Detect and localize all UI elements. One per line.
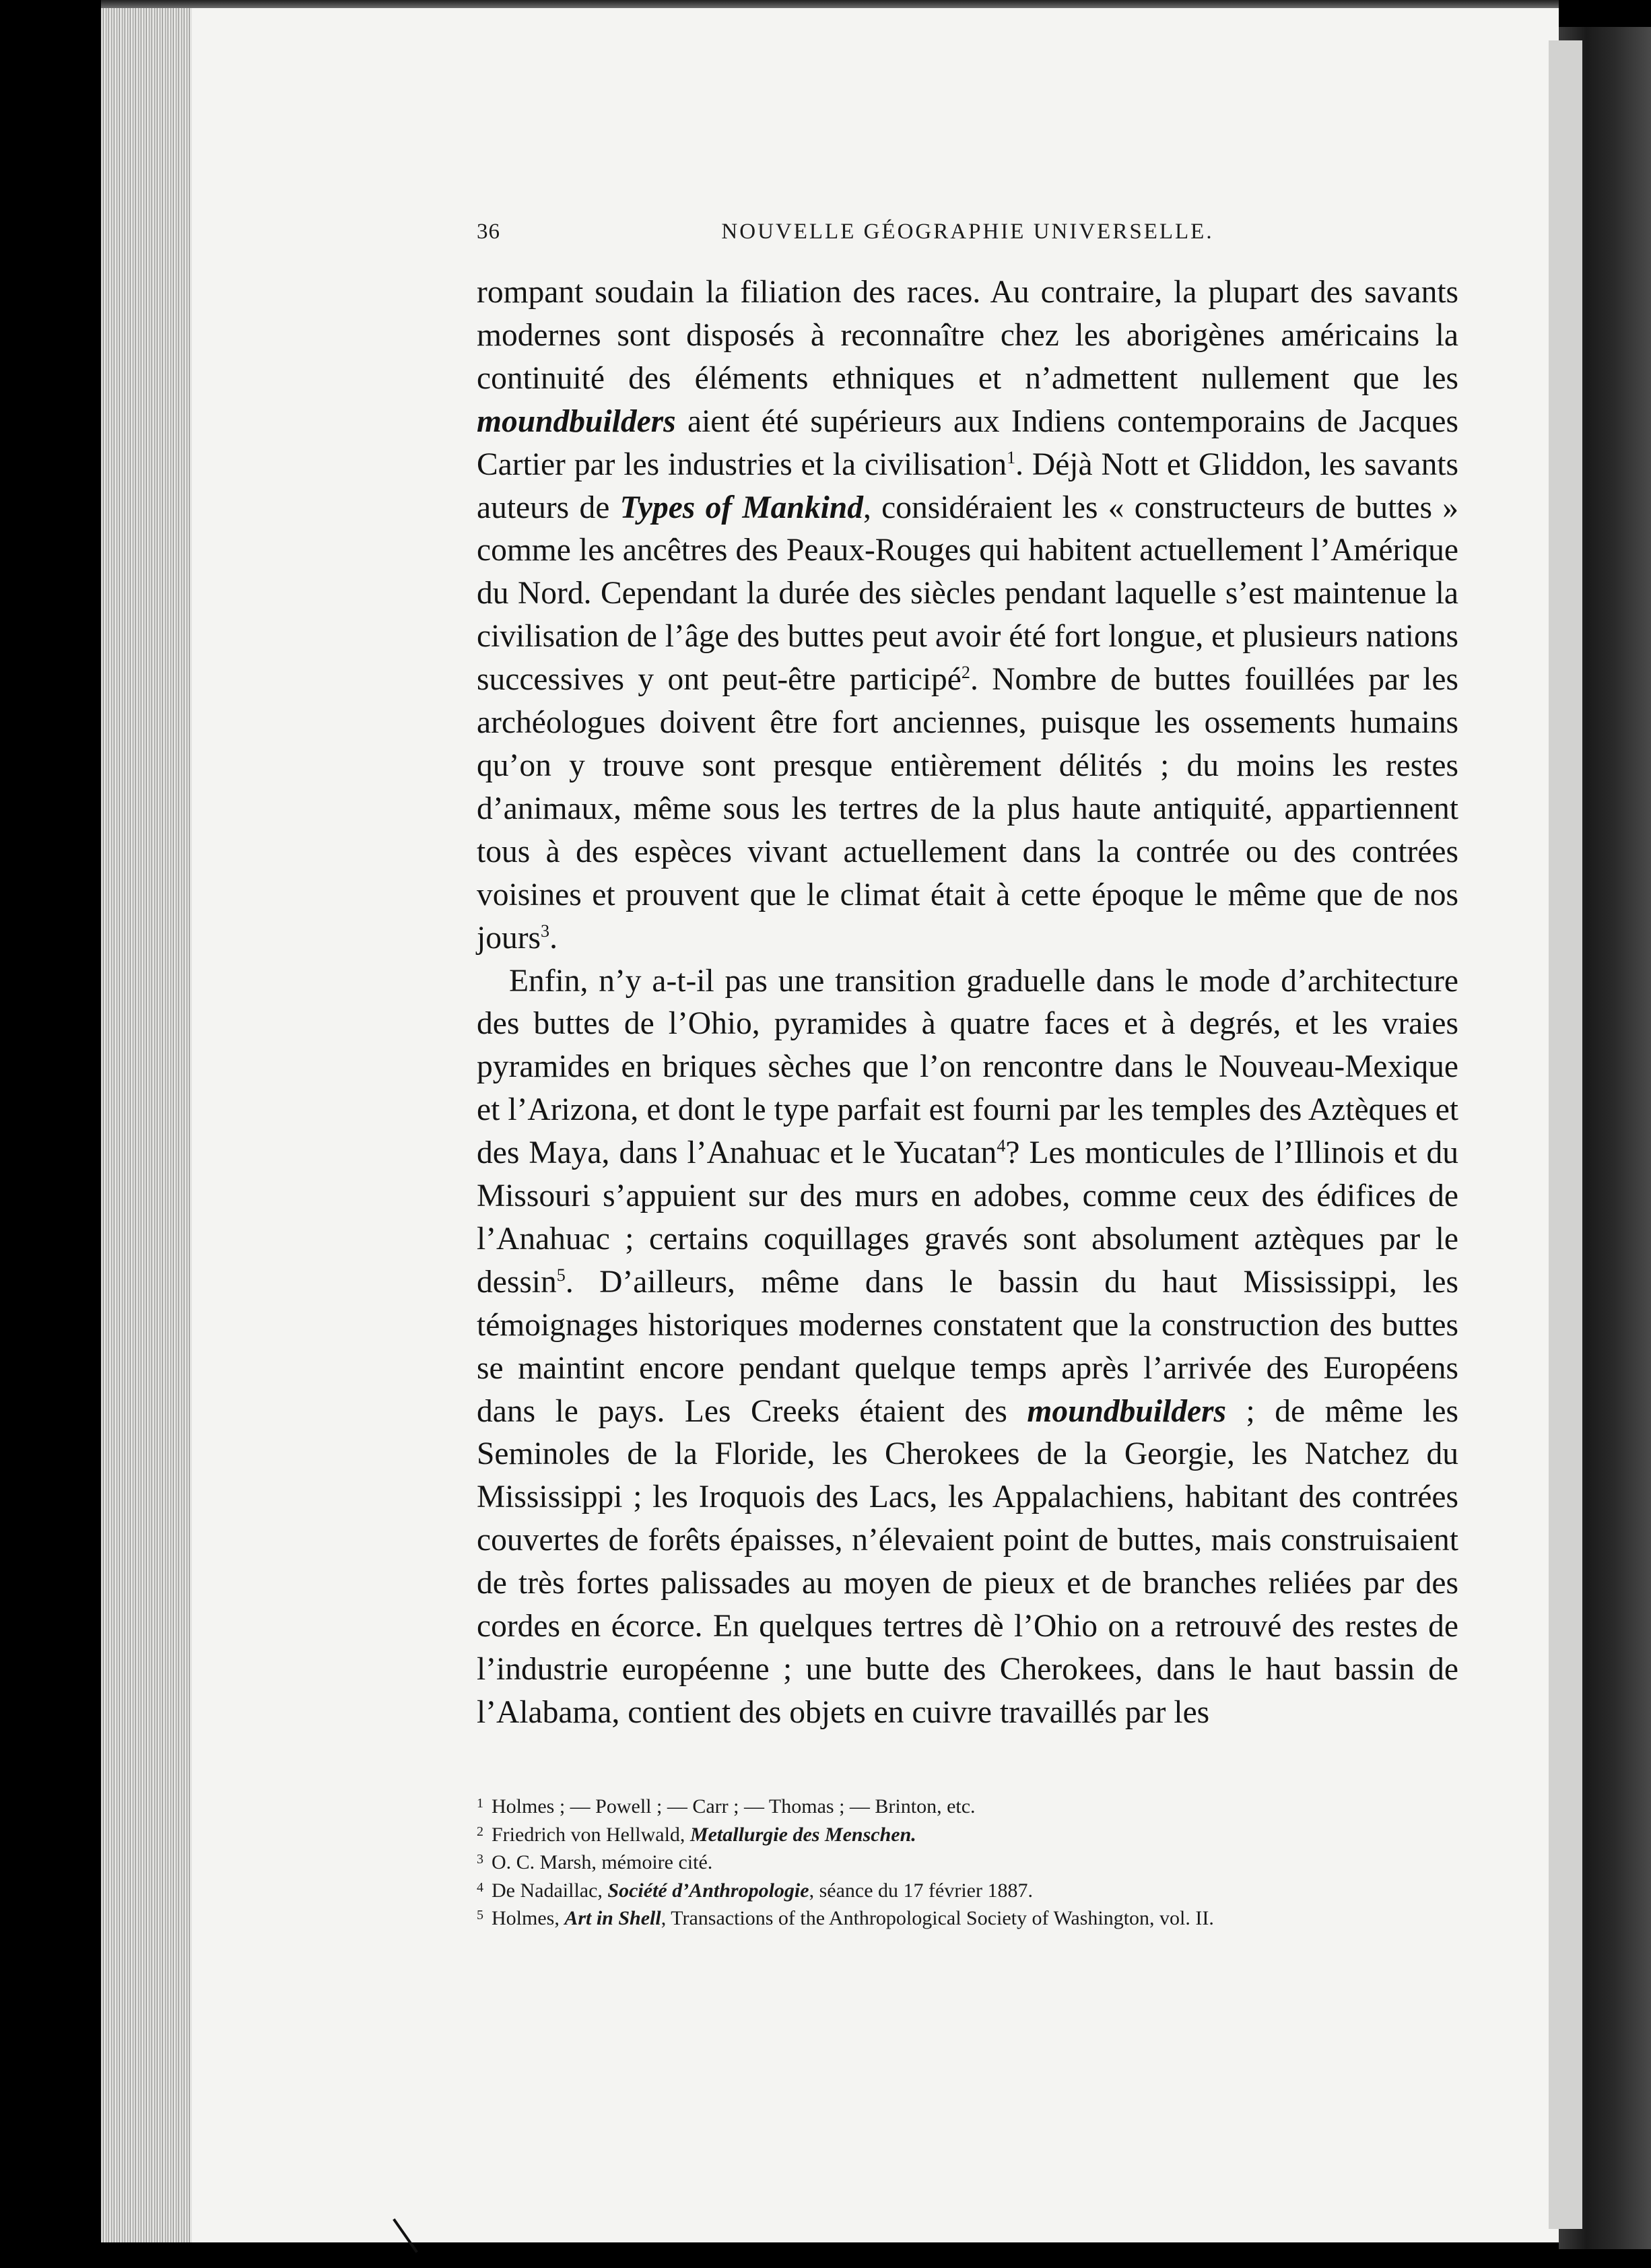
- italic-title: Types of Mankind: [619, 490, 863, 525]
- text-run: . D’ailleurs, même dans le bassin du haut Mississippi, les témoignages historiques modernes constatent que la construction des buttes se maintint encore pendant quelque temps après l’arrivée des Européens dans le pays. Les Creeks étaient des: [477, 1264, 1458, 1429]
- running-title: NOUVELLE GÉOGRAPHIE UNIVERSELLE.: [721, 220, 1214, 244]
- text-run: , Transactions of the Anthropological Society of Washington, vol. II.: [661, 1907, 1214, 1929]
- text-run: Enfin, n’y a-t-il pas une transition graduelle dans le mode d’architecture des buttes de l’Ohio, pyramides à quatre faces et à degrés, et les vraies pyramides en briques sèches que l’on rencontre dans le Nouveau-Mexique et l’Arizona, et dont le type parfait est fourni par les temples des Aztèques et des Maya, dans l’Anahuac et le Yucatan: [477, 963, 1458, 1171]
- footnote-ref: 3: [541, 921, 550, 941]
- italic-title: Art in Shell: [564, 1907, 661, 1929]
- footnote-mark: 2: [477, 1824, 483, 1839]
- footnote: [477, 1875, 1458, 1904]
- text-run: . Nombre de buttes fouillées par les archéologues doivent être fort anciennes, puisque les ossements humains qu’on y trouve sont presque entièrement délités ; du moins les restes d’animaux, même sous les tertres de la plus haute antiquité, appartiennent tous à des espèces vivant actuellement dans la contrée ou des contrées voisines et prouvent que le climat était à cette époque le même que de nos jours: [477, 662, 1459, 956]
- text-run: Holmes,: [492, 1907, 565, 1929]
- text-run: .: [549, 920, 558, 956]
- running-header: [477, 220, 1458, 251]
- italic-title: moundbuilders: [477, 403, 676, 439]
- text-run: aient été supérieurs aux Indiens contemporains de Jacques Cartier par les industries et la civilisation: [477, 403, 1458, 482]
- footnote-ref: 1: [1007, 447, 1016, 467]
- footnotes: [477, 1791, 1458, 1931]
- footnote: [477, 1820, 1458, 1848]
- footnote-ref: 2: [961, 663, 970, 683]
- text-run: ; de même les Seminoles de la Floride, les Cherokees de la Georgie, les Natchez du Mississippi ; les Iroquois des Lacs, les Appalachiens, habitant des contrées couvertes de forêts épaisses, n’élevaient point de buttes, mais construisaient de très fortes palissades au moyen de pieux et de branches reliées par des cordes en écorce. En quelques tertres dè l’Ohio on a retrouvé des restes de l’industrie européenne ; une butte des Cherokees, dans le haut bassin de l’Alabama, contient des objets en cuivre travaillés par les: [477, 1393, 1458, 1730]
- body-text: [477, 271, 1458, 1735]
- adjacent-page-edge: [1549, 40, 1582, 2229]
- footnote-mark: 4: [477, 1879, 483, 1895]
- text-run: O. C. Marsh, mémoire cité.: [492, 1851, 713, 1873]
- text-run: De Nadaillac,: [492, 1879, 608, 1902]
- footnote-mark: 1: [477, 1796, 483, 1811]
- footnote-mark: 5: [477, 1908, 483, 1923]
- footnote-ref: 4: [997, 1136, 1006, 1156]
- text-run: . Déjà Nott et Gliddon, les savants auteurs de: [477, 446, 1458, 525]
- italic-title: moundbuilders: [1027, 1393, 1227, 1429]
- text-run: Friedrich von Hellwald,: [492, 1823, 690, 1846]
- text-run: Holmes ; — Powell ; — Carr ; — Thomas ; — Brinton, etc.: [492, 1795, 976, 1817]
- text-run: ? Les monticules de l’Illinois et du Missouri s’appuient sur des murs en adobes, comme ceux des édifices de l’Anahuac ; certains coquillages gravés sont absolument aztèques par le dessin: [477, 1135, 1458, 1300]
- paragraph-1: [477, 271, 1458, 960]
- text-run: , considéraient les « constructeurs de buttes » comme les ancêtres des Peaux-Rouges qui habitent actuellement l’Amérique du Nord. Cependant la durée des siècles pendant laquelle s’est maintenue la civilisation de l’âge des buttes peut avoir été fort longue, et plusieurs nations successives y ont peut-être participé: [477, 490, 1458, 698]
- page-number: 36: [477, 220, 500, 244]
- text-run: rompant soudain la filiation des races. Au contraire, la plupart des savants modernes sont disposés à reconnaître chez les aborigènes américains la continuité des éléments ethniques et n’admettent nullement que les: [477, 275, 1458, 396]
- italic-title: Metallurgie des Menschen.: [689, 1823, 916, 1846]
- italic-title: Société d’Anthropologie: [607, 1879, 809, 1902]
- footnote: [477, 1903, 1458, 1931]
- paragraph-2: [477, 960, 1458, 1735]
- footnote-ref: 5: [556, 1265, 566, 1286]
- stacked-page-edges: [101, 8, 192, 2242]
- footnote-mark: 3: [477, 1852, 483, 1867]
- footnote: [477, 1847, 1458, 1875]
- text-run: , séance du 17 février 1887.: [809, 1879, 1033, 1902]
- footnote: [477, 1791, 1458, 1820]
